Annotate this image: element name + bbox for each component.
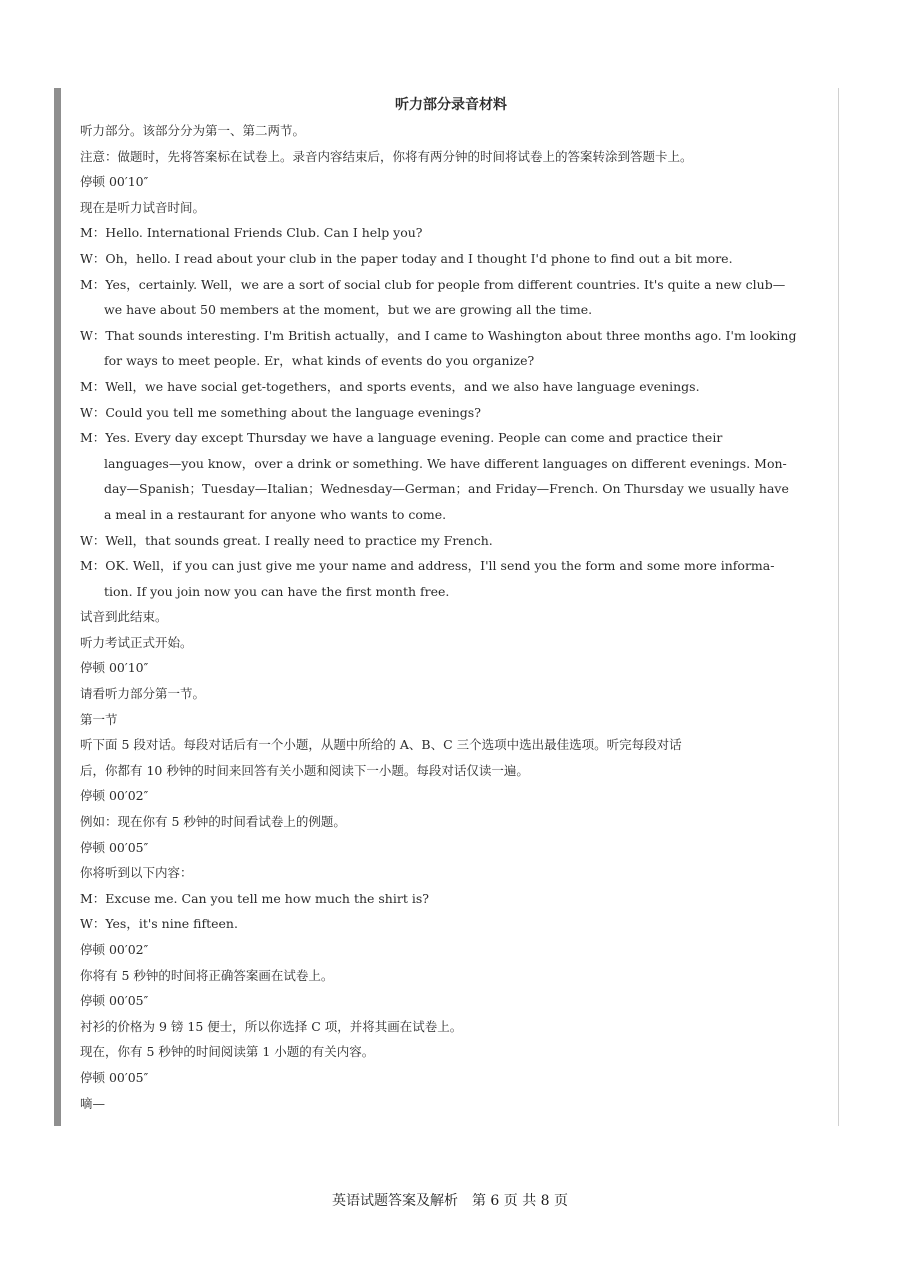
document-body xyxy=(80,92,822,1116)
transcript-line: 注意：做题时，先将答案标在试卷上。录音内容结束后，你将有两分钟的时间将试卷上的答案转涂到答题卡上。 xyxy=(80,148,693,164)
right-margin-rule xyxy=(838,88,839,1126)
transcript-line: 请看听力部分第一节。 xyxy=(80,686,206,702)
transcript-line: W：Yes，it's nine fifteen. xyxy=(80,916,238,932)
transcript-line: 例如：现在你有 5 秒钟的时间看试卷上的例题。 xyxy=(80,814,346,830)
transcript-line: M：Excuse me. Can you tell me how much the shirt is? xyxy=(80,890,429,906)
transcript-line: a meal in a restaurant for anyone who wants to come. xyxy=(104,506,447,522)
transcript-line: 停顿 00′05″ xyxy=(80,1069,149,1085)
transcript-line: 停顿 00′05″ xyxy=(80,839,149,855)
transcript-line: 第一节 xyxy=(80,711,118,727)
transcript-line: 停顿 00′10″ xyxy=(80,660,149,676)
transcript-line: day—Spanish；Tuesday—Italian；Wednesday—German；and Friday—French. On Thursday we usually have xyxy=(104,481,789,497)
transcript-line: tion. If you join now you can have the first month free. xyxy=(104,583,450,599)
transcript-line: 衬衫的价格为 9 镑 15 便士，所以你选择 C 项，并将其画在试卷上。 xyxy=(80,1018,463,1034)
transcript-line: 听下面 5 段对话。每段对话后有一个小题，从题中所给的 A、B、C 三个选项中选出最佳选项。听完每段对话 xyxy=(80,737,682,753)
transcript-line: W：Well，that sounds great. I really need to practice my French. xyxy=(80,532,493,548)
transcript-line: 后，你都有 10 秒钟的时间来回答有关小题和阅读下一小题。每段对话仅读一遍。 xyxy=(80,762,529,778)
transcript-line: 停顿 00′10″ xyxy=(80,174,149,190)
transcript-line: 听力部分。该部分分为第一、第二两节。 xyxy=(80,123,306,138)
transcript-line: 停顿 00′02″ xyxy=(80,788,149,804)
transcript-line: 你将听到以下内容： xyxy=(80,865,193,881)
transcript-line: 嘀— xyxy=(80,1095,106,1111)
transcript-line: M：Yes. Every day except Thursday we have a language evening. People can come and practice their xyxy=(80,430,723,446)
transcript-line: 听力考试正式开始。 xyxy=(80,634,193,650)
transcript-line: 现在是听力试音时间。 xyxy=(80,199,206,215)
transcript-line: 停顿 00′02″ xyxy=(80,942,149,957)
transcript-line: M：Hello. International Friends Club. Can I help you? xyxy=(80,225,423,241)
transcript-line: for ways to meet people. Er，what kinds of events do you organize? xyxy=(104,353,535,369)
transcript-lines xyxy=(80,118,822,1116)
transcript-line: M：Well，we have social get-togethers，and sports events，and we also have language evenings. xyxy=(80,378,700,394)
transcript-line: we have about 50 members at the moment，but we are growing all the time. xyxy=(104,302,593,318)
page-footer: 英语试题答案及解析 第 6 页 共 8 页 xyxy=(331,1193,569,1209)
transcript-line: languages—you know，over a drink or something. We have different languages on different evenings. Mon- xyxy=(104,455,787,471)
transcript-line: 停顿 00′05″ xyxy=(80,993,149,1009)
transcript-line: W：Oh，hello. I read about your club in the paper today and I thought I'd phone to find out a bit more. xyxy=(80,250,733,266)
transcript-line: 试音到此结束。 xyxy=(80,609,168,625)
transcript-line: W：That sounds interesting. I'm British actually，and I came to Washington about three months ago. I'm looking xyxy=(80,327,797,343)
transcript-line: M：Yes，certainly. Well，we are a sort of social club for people from different countries. It's quite a new club— xyxy=(80,276,786,292)
transcript-line: 现在，你有 5 秒钟的时间阅读第 1 小题的有关内容。 xyxy=(80,1044,375,1060)
transcript-line: M：OK. Well，if you can just give me your name and address，I'll send you the form and some more informa- xyxy=(80,558,775,574)
transcript-line: W：Could you tell me something about the language evenings? xyxy=(80,404,481,420)
document-title: 听力部分录音材料 xyxy=(395,97,507,113)
left-margin-bar xyxy=(54,88,61,1126)
transcript-line: 你将有 5 秒钟的时间将正确答案画在试卷上。 xyxy=(80,967,334,983)
